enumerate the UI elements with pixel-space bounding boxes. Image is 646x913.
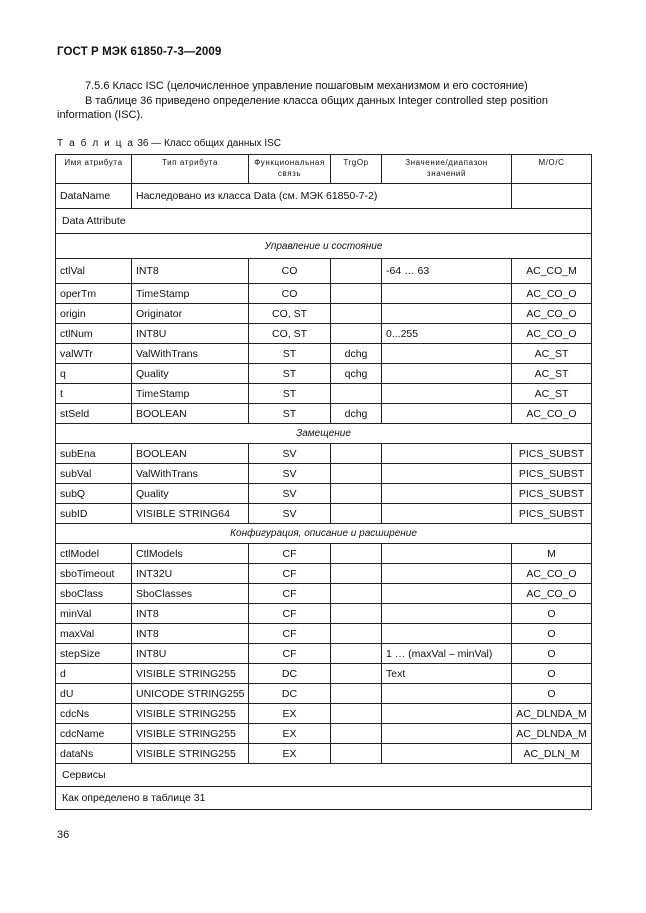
trgop-cell	[331, 664, 382, 684]
table-row	[56, 684, 592, 704]
attr-type-cell: VISIBLE STRING255	[132, 744, 249, 764]
value-range-cell: Text	[382, 664, 512, 684]
attr-name-cell: subEna	[56, 444, 132, 464]
caption-text: 36 — Класс общих данных ISC	[134, 138, 281, 149]
section-header-row	[56, 424, 592, 444]
services-label-cell: Сервисы	[56, 764, 592, 787]
trgop-cell	[331, 484, 382, 504]
fc-cell: CO, ST	[249, 324, 331, 344]
moc-cell: AC_ST	[512, 384, 592, 404]
fc-cell: CF	[249, 624, 331, 644]
table-row	[56, 304, 592, 324]
attr-name-cell: subVal	[56, 464, 132, 484]
trgop-cell	[331, 544, 382, 564]
table-row	[56, 464, 592, 484]
dataname-cell: DataName	[56, 184, 132, 209]
section-title-cell: Замещение	[56, 424, 592, 444]
value-range-cell	[382, 464, 512, 484]
attr-type-cell: Originator	[132, 304, 249, 324]
attr-name-cell: stepSize	[56, 644, 132, 664]
fc-cell: CF	[249, 544, 331, 564]
fc-cell: CO, ST	[249, 304, 331, 324]
trgop-cell	[331, 744, 382, 764]
services-text-row	[56, 787, 592, 810]
table-row	[56, 664, 592, 684]
value-range-cell	[382, 544, 512, 564]
value-range-cell: 0...255	[382, 324, 512, 344]
page-number: 36	[57, 829, 70, 841]
attr-type-cell: BOOLEAN	[132, 444, 249, 464]
attr-name-cell: stSeld	[56, 404, 132, 424]
attr-name-cell: valWTr	[56, 344, 132, 364]
header-value-range: Значение/диапазон значений	[382, 155, 512, 184]
section-title-cell: Конфигурация, описание и расширение	[56, 524, 592, 544]
table-row	[56, 404, 592, 424]
moc-cell: AC_DLNDA_M	[512, 704, 592, 724]
attr-type-cell: INT8	[132, 259, 249, 284]
trgop-cell	[331, 444, 382, 464]
trgop-cell	[331, 564, 382, 584]
table-header-row	[56, 155, 592, 184]
document-header: ГОСТ Р МЭК 61850-7-3—2009	[57, 46, 222, 58]
fc-cell: SV	[249, 484, 331, 504]
header-moc: M/O/C	[512, 155, 592, 184]
attr-type-cell: VISIBLE STRING255	[132, 724, 249, 744]
trgop-cell	[331, 304, 382, 324]
attr-type-cell: VISIBLE STRING255	[132, 704, 249, 724]
fc-cell: DC	[249, 664, 331, 684]
attr-type-cell: ValWithTrans	[132, 344, 249, 364]
value-range-cell	[382, 504, 512, 524]
trgop-cell: qchg	[331, 364, 382, 384]
moc-cell: AC_DLNDA_M	[512, 724, 592, 744]
value-range-cell	[382, 444, 512, 464]
trgop-cell	[331, 464, 382, 484]
attr-name-cell: minVal	[56, 604, 132, 624]
trgop-cell	[331, 384, 382, 404]
moc-cell: O	[512, 664, 592, 684]
value-range-cell	[382, 484, 512, 504]
attr-name-cell: sboClass	[56, 584, 132, 604]
table-row	[56, 344, 592, 364]
attr-type-cell: SboClasses	[132, 584, 249, 604]
moc-cell: AC_CO_O	[512, 284, 592, 304]
attr-type-cell: INT8U	[132, 644, 249, 664]
section-header-row	[56, 524, 592, 544]
moc-cell: O	[512, 644, 592, 664]
trgop-cell	[331, 704, 382, 724]
attr-type-cell: TimeStamp	[132, 384, 249, 404]
data-attribute-cell: Data Attribute	[56, 209, 592, 234]
value-range-cell	[382, 344, 512, 364]
attr-type-cell: Quality	[132, 484, 249, 504]
fc-cell: SV	[249, 444, 331, 464]
table-row	[56, 584, 592, 604]
value-range-cell	[382, 304, 512, 324]
attr-type-cell: UNICODE STRING255	[132, 684, 249, 704]
moc-cell: AC_CO_O	[512, 564, 592, 584]
moc-cell: AC_CO_O	[512, 404, 592, 424]
dataname-row	[56, 184, 592, 209]
attr-name-cell: dU	[56, 684, 132, 704]
attr-name-cell: ctlNum	[56, 324, 132, 344]
fc-cell: CF	[249, 564, 331, 584]
attr-name-cell: ctlVal	[56, 259, 132, 284]
table-body	[56, 184, 592, 810]
trgop-cell	[331, 324, 382, 344]
trgop-cell	[331, 584, 382, 604]
fc-cell: CO	[249, 259, 331, 284]
table-row	[56, 364, 592, 384]
services-text-cell: Как определено в таблице 31	[56, 787, 592, 810]
value-range-cell	[382, 404, 512, 424]
intro-paragraph: В таблице 36 приведено определение класса общих данных Integer controlled step position information (ISC).	[57, 95, 548, 121]
attr-type-cell: VISIBLE STRING255	[132, 664, 249, 684]
fc-cell: SV	[249, 464, 331, 484]
table-row	[56, 744, 592, 764]
attr-name-cell: subID	[56, 504, 132, 524]
trgop-cell	[331, 624, 382, 644]
value-range-cell	[382, 744, 512, 764]
attr-name-cell: subQ	[56, 484, 132, 504]
attr-name-cell: sboTimeout	[56, 564, 132, 584]
table-row	[56, 259, 592, 284]
fc-cell: EX	[249, 724, 331, 744]
trgop-cell	[331, 724, 382, 744]
value-range-cell	[382, 364, 512, 384]
value-range-cell: 1 … (maxVal – minVal)	[382, 644, 512, 664]
attr-name-cell: ctlModel	[56, 544, 132, 564]
fc-cell: CF	[249, 604, 331, 624]
attr-type-cell: Quality	[132, 364, 249, 384]
moc-cell: O	[512, 624, 592, 644]
fc-cell: ST	[249, 384, 331, 404]
fc-cell: CO	[249, 284, 331, 304]
trgop-cell	[331, 684, 382, 704]
fc-cell: CF	[249, 584, 331, 604]
value-range-cell	[382, 564, 512, 584]
table-row	[56, 284, 592, 304]
trgop-cell	[331, 284, 382, 304]
attr-type-cell: TimeStamp	[132, 284, 249, 304]
attr-name-cell: d	[56, 664, 132, 684]
attr-type-cell: INT8	[132, 624, 249, 644]
fc-cell: ST	[249, 404, 331, 424]
value-range-cell	[382, 684, 512, 704]
table-row	[56, 444, 592, 464]
data-attribute-row	[56, 209, 592, 234]
attr-type-cell: ValWithTrans	[132, 464, 249, 484]
table-row	[56, 624, 592, 644]
attr-name-cell: maxVal	[56, 624, 132, 644]
header-functional-constraint: Функциональная связь	[249, 155, 331, 184]
value-range-cell	[382, 704, 512, 724]
dataname-inherited-cell: Наследовано из класса Data (см. МЭК 61850-7-2)	[132, 184, 512, 209]
table-row	[56, 564, 592, 584]
moc-cell: O	[512, 684, 592, 704]
trgop-cell	[331, 644, 382, 664]
isc-class-table	[55, 154, 592, 810]
moc-cell: O	[512, 604, 592, 624]
moc-cell: AC_ST	[512, 364, 592, 384]
fc-cell: ST	[249, 364, 331, 384]
value-range-cell: -64 … 63	[382, 259, 512, 284]
moc-cell: AC_CO_O	[512, 584, 592, 604]
moc-cell: AC_CO_O	[512, 324, 592, 344]
attr-type-cell: INT32U	[132, 564, 249, 584]
table-row	[56, 504, 592, 524]
fc-cell: DC	[249, 684, 331, 704]
value-range-cell	[382, 604, 512, 624]
attr-name-cell: t	[56, 384, 132, 404]
attr-type-cell: BOOLEAN	[132, 404, 249, 424]
dataname-empty-cell	[512, 184, 592, 209]
attr-name-cell: q	[56, 364, 132, 384]
moc-cell: AC_CO_M	[512, 259, 592, 284]
attr-name-cell: cdcName	[56, 724, 132, 744]
attr-name-cell: cdcNs	[56, 704, 132, 724]
trgop-cell: dchg	[331, 404, 382, 424]
fc-cell: EX	[249, 744, 331, 764]
table-row	[56, 544, 592, 564]
fc-cell: CF	[249, 644, 331, 664]
fc-cell: EX	[249, 704, 331, 724]
value-range-cell	[382, 284, 512, 304]
trgop-cell	[331, 259, 382, 284]
moc-cell: AC_CO_O	[512, 304, 592, 324]
value-range-cell	[382, 624, 512, 644]
services-label-row	[56, 764, 592, 787]
table-row	[56, 484, 592, 504]
moc-cell: PICS_SUBST	[512, 464, 592, 484]
table-row	[56, 384, 592, 404]
moc-cell: M	[512, 544, 592, 564]
value-range-cell	[382, 584, 512, 604]
table-row	[56, 704, 592, 724]
value-range-cell	[382, 724, 512, 744]
attr-name-cell: dataNs	[56, 744, 132, 764]
section-title: 7.5.6 Класс ISC (целочисленное управление пошаговым механизмом и его состояние)	[85, 80, 528, 92]
moc-cell: PICS_SUBST	[512, 484, 592, 504]
moc-cell: PICS_SUBST	[512, 504, 592, 524]
table-caption	[57, 138, 281, 149]
header-attribute-name: Имя атрибута	[56, 155, 132, 184]
caption-prefix: Т а б л и ц а	[57, 138, 135, 149]
value-range-cell	[382, 384, 512, 404]
section-header-row	[56, 234, 592, 259]
moc-cell: AC_DLN_M	[512, 744, 592, 764]
fc-cell: ST	[249, 344, 331, 364]
trgop-cell	[331, 604, 382, 624]
moc-cell: AC_ST	[512, 344, 592, 364]
section-title-cell: Управление и состояние	[56, 234, 592, 259]
header-attribute-type: Тип атрибута	[132, 155, 249, 184]
attr-name-cell: origin	[56, 304, 132, 324]
attr-type-cell: CtlModels	[132, 544, 249, 564]
attr-type-cell: VISIBLE STRING64	[132, 504, 249, 524]
attr-name-cell: operTm	[56, 284, 132, 304]
trgop-cell: dchg	[331, 344, 382, 364]
attr-type-cell: INT8	[132, 604, 249, 624]
fc-cell: SV	[249, 504, 331, 524]
moc-cell: PICS_SUBST	[512, 444, 592, 464]
table-row	[56, 604, 592, 624]
attr-type-cell: INT8U	[132, 324, 249, 344]
trgop-cell	[331, 504, 382, 524]
table-row	[56, 644, 592, 664]
table-row	[56, 724, 592, 744]
header-trgop: TrgOp	[331, 155, 382, 184]
table-row	[56, 324, 592, 344]
